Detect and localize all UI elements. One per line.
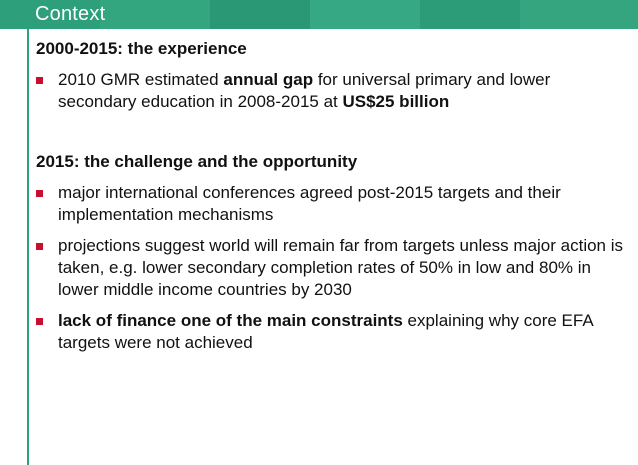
- bullet-square-icon: [36, 190, 43, 197]
- left-accent-rule: [27, 29, 29, 465]
- header-tile: [100, 0, 210, 29]
- bullet-square-icon: [36, 77, 43, 84]
- bullet-list: [36, 69, 626, 113]
- bullet-text: major international conferences agreed post-2015 targets and their implementation mechanisms: [58, 183, 561, 224]
- bullet-bold-text: lack of finance one of the main constraints: [58, 311, 403, 330]
- bullet-item: [36, 182, 626, 226]
- bullet-square-icon: [36, 318, 43, 325]
- bullet-list: [36, 182, 626, 354]
- section-challenge: [36, 151, 626, 354]
- bullet-text: 2010 GMR estimated: [58, 70, 224, 89]
- slide-header: [0, 0, 638, 29]
- header-tile: [210, 0, 310, 29]
- bullet-text: projections suggest world will remain far from targets unless major action is taken, e.g. lower secondary completion rates of 50% in low and 80% in lower middle income countries by 2030: [58, 236, 624, 299]
- bullet-item: [36, 235, 626, 301]
- section-experience: [36, 38, 626, 113]
- section-heading: 2015: the challenge and the opportunity: [36, 152, 358, 171]
- section-heading: 2000-2015: the experience: [36, 39, 247, 58]
- bullet-square-icon: [36, 243, 43, 250]
- bullet-bold-text: annual gap: [223, 70, 314, 89]
- bullet-item: [36, 310, 626, 354]
- slide-body: [36, 36, 626, 354]
- header-tile: [520, 0, 638, 29]
- header-tile: [420, 0, 520, 29]
- slide-title: Context: [35, 3, 106, 25]
- bullet-text: for universal primary and lower secondary education in 2008-2015 at: [58, 70, 551, 111]
- header-tile: [310, 0, 420, 29]
- bullet-item: [36, 69, 626, 113]
- bullet-bold-text: US$25 billion: [342, 92, 450, 111]
- bullet-text: explaining why core EFA targets were not achieved: [58, 311, 593, 352]
